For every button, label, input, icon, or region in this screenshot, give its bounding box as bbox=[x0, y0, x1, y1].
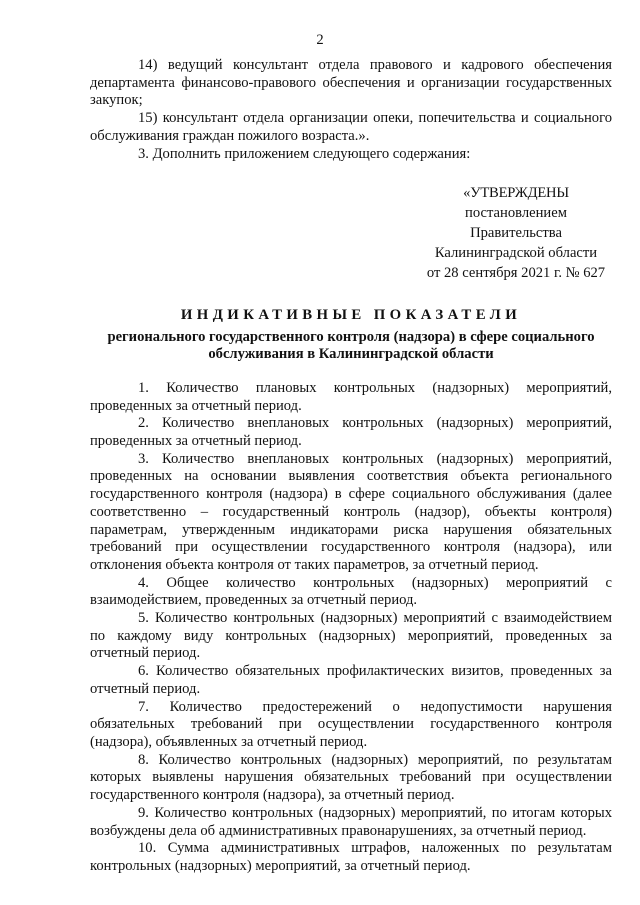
indicator-item: 5. Количество контрольных (надзорных) мероприятий с взаимодействием по каждому виду контрольных (надзорных) мероприятий, проведенных за отчетный период. bbox=[90, 610, 612, 662]
approval-title: «УТВЕРЖДЕНЫ bbox=[463, 185, 569, 202]
indicators-list bbox=[90, 380, 612, 876]
approval-line-1: постановлением Правительства bbox=[465, 205, 567, 242]
heading-subtitle: регионального государственного контроля (надзора) в сфере социального обслуживания в Калининградской области bbox=[107, 328, 595, 362]
heading-title: ИНДИКАТИВНЫЕ ПОКАЗАТЕЛИ bbox=[180, 307, 522, 324]
indicator-item: 1. Количество плановых контрольных (надзорных) мероприятий, проведенных за отчетный период. bbox=[90, 379, 612, 414]
indicator-item: 10. Сумма административных штрафов, наложенных по результатам контрольных (надзорных) мероприятий, за отчетный период. bbox=[90, 840, 612, 874]
indicator-item: 3. Количество внеплановых контрольных (надзорных) мероприятий, проведенных на основании выявления соответствия объекта регионального государственного контроля (надзора) в сфере социального обслуживания (далее соответственно – государственный контроль (надзор), объекты контроля) параметрам, утвержденным индикаторами риска нарушения обязательных требований при осуществлении государственного контроля (надзора), или отклонения объекта контроля от таких параметров, за отчетный период. bbox=[90, 450, 612, 573]
document-body bbox=[90, 57, 612, 876]
indicator-item: 9. Количество контрольных (надзорных) мероприятий, по итогам которых возбуждены дела об административных правонарушениях, за отчетный период. bbox=[90, 804, 612, 839]
indicator-item: 2. Количество внеплановых контрольных (надзорных) мероприятий, проведенных за отчетный период. bbox=[90, 415, 612, 450]
indicator-item: 4. Общее количество контрольных (надзорных) мероприятий с взаимодействием, проведенных за отчетный период. bbox=[90, 574, 612, 609]
list-item-3: 3. Дополнить приложением следующего содержания: bbox=[138, 145, 471, 162]
indicator-item: 7. Количество предостережений о недопустимости нарушения обязательных требований при осуществлении государственного контроля (надзора), объявленных за отчетный период. bbox=[90, 698, 612, 750]
approval-line-3: от 28 сентября 2021 г. № 627 bbox=[426, 265, 606, 282]
approval-line-2: Калининградской области bbox=[434, 245, 598, 262]
page-number: 2 bbox=[316, 32, 324, 48]
document-heading bbox=[90, 307, 612, 363]
indicator-item: 8. Количество контрольных (надзорных) мероприятий, по результатам которых выявлены нарушения обязательных требований при осуществлении государственного контроля (надзора), за отчетный период. bbox=[90, 751, 612, 804]
list-item-15: 15) консультант отдела организации опеки, попечительства и социального обслуживания граждан пожилого возраста.». bbox=[90, 110, 612, 144]
list-item-14: 14) ведущий консультант отдела правового и кадрового обеспечения департамента финансово-правового обеспечения и организации государственных закупок; bbox=[90, 57, 612, 109]
indicator-item: 6. Количество обязательных профилактических визитов, проведенных за отчетный период. bbox=[90, 663, 612, 697]
approval-block bbox=[420, 183, 612, 283]
